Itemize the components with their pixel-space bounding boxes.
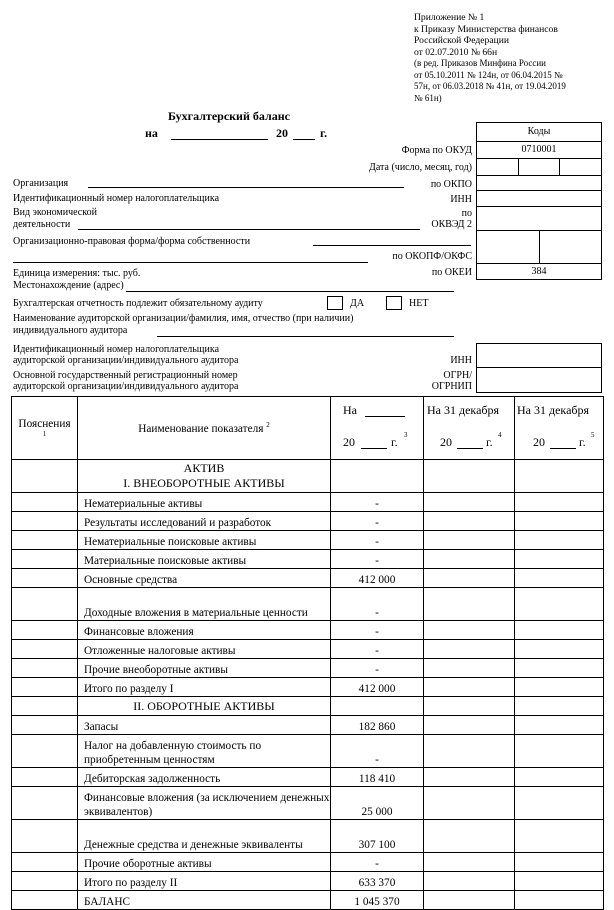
- prev1-cell[interactable]: [424, 512, 515, 531]
- organization-label: Организация: [13, 178, 69, 189]
- notes-cell[interactable]: [12, 872, 78, 891]
- row-name: Материальные поисковые активы: [78, 550, 331, 569]
- okved-label-2: ОКВЭД 2: [431, 219, 472, 230]
- prev2-cell[interactable]: [515, 697, 604, 716]
- date-month-field[interactable]: [518, 158, 560, 176]
- header-current-year: 20: [343, 435, 355, 449]
- year-prefix: 20: [276, 126, 288, 140]
- prev2-cell[interactable]: [515, 768, 604, 787]
- header-name: [78, 397, 331, 460]
- header-name-sup: 2: [266, 421, 270, 430]
- header-notes: [12, 397, 78, 460]
- audit-question-label: Бухгалтерская отчетность подлежит обязательному аудиту: [13, 298, 263, 309]
- prev2-cell[interactable]: [515, 891, 604, 910]
- auditor-inn-label-2: аудиторской организации/индивидуального аудитора: [13, 355, 239, 366]
- prev1-cell[interactable]: [424, 768, 515, 787]
- okei-value: 384: [476, 263, 602, 280]
- row-value[interactable]: 118 410: [331, 768, 424, 787]
- auditor-name-label-2: индивидуального аудитора: [13, 325, 128, 336]
- auditor-inn-label-1: Идентификационный номер налогоплательщика: [13, 344, 220, 355]
- row-name: Финансовые вложения: [78, 621, 331, 640]
- okved-label-1: по: [461, 208, 472, 219]
- codes-heading: Коды: [476, 122, 602, 142]
- row-value[interactable]: -: [331, 735, 424, 768]
- row-name: Результаты исследований и разработок: [78, 512, 331, 531]
- balance-table: [11, 396, 604, 910]
- row-name: Налог на добавленную стоимость по приобретенным ценностям: [78, 735, 331, 768]
- section2-header-row: [12, 697, 604, 716]
- audit-yes-checkbox[interactable]: [327, 296, 343, 310]
- row-value[interactable]: 307 100: [331, 820, 424, 853]
- row-name: Отложенные налоговые активы: [78, 640, 331, 659]
- row-value[interactable]: 25 000: [331, 787, 424, 820]
- prev2-cell[interactable]: [515, 820, 604, 853]
- appendix-line: от 05.10.2011 № 124н, от 06.04.2015 №: [414, 69, 563, 80]
- document-title: Бухгалтерский баланс: [168, 109, 290, 123]
- notes-cell[interactable]: [12, 787, 78, 820]
- activity-label-2: деятельности: [13, 219, 71, 230]
- legal-form-line-1[interactable]: [313, 245, 471, 246]
- prev1-cell[interactable]: [424, 891, 515, 910]
- section1-header-row: [12, 460, 604, 493]
- aktiv-heading: АКТИВ: [183, 461, 225, 475]
- year-blank[interactable]: [293, 139, 315, 140]
- header-prev1-year: 20: [440, 435, 452, 449]
- table-row: [12, 820, 604, 853]
- notes-cell[interactable]: [12, 853, 78, 872]
- prev1-cell[interactable]: [424, 659, 515, 678]
- header-prev2-year-blank[interactable]: [550, 448, 576, 449]
- notes-cell[interactable]: [12, 460, 78, 493]
- year-suffix: г.: [320, 126, 328, 140]
- row-value[interactable]: -: [331, 512, 424, 531]
- okopf-label: по ОКОПФ/ОКФС: [392, 251, 472, 262]
- value-cell[interactable]: [331, 697, 424, 716]
- table-row: [12, 872, 604, 891]
- header-current-date-blank[interactable]: [365, 416, 405, 417]
- auditor-name-label-1: Наименование аудиторской организации/фамилия, имя, отчество (при наличии): [13, 313, 354, 324]
- table-row: [12, 659, 604, 678]
- table-row: [12, 735, 604, 768]
- prev1-cell[interactable]: [424, 550, 515, 569]
- section1-rows: [12, 493, 604, 697]
- audit-yes-label: ДА: [350, 298, 365, 309]
- appendix-line: Приложение № 1: [414, 12, 485, 23]
- date-code-label: Дата (число, месяц, год): [369, 162, 472, 173]
- prev1-cell[interactable]: [424, 678, 515, 697]
- prev2-cell[interactable]: [515, 493, 604, 512]
- prev1-cell[interactable]: [424, 697, 515, 716]
- okud-label: Форма по ОКУД: [401, 145, 472, 156]
- prev1-cell[interactable]: [424, 853, 515, 872]
- notes-cell[interactable]: [12, 512, 78, 531]
- legal-form-label: Организационно-правовая форма/форма собственности: [13, 236, 251, 247]
- prev2-cell[interactable]: [515, 787, 604, 820]
- auditor-ogrn-label-2: аудиторской организации/индивидуального аудитора: [13, 381, 239, 392]
- prev1-cell[interactable]: [424, 716, 515, 735]
- prev2-cell[interactable]: [515, 550, 604, 569]
- prev2-cell[interactable]: [515, 678, 604, 697]
- table-row: [12, 621, 604, 640]
- notes-cell[interactable]: [12, 768, 78, 787]
- ogrn-code-2: ОГРНИП: [431, 381, 472, 392]
- header-current-year-blank[interactable]: [361, 448, 387, 449]
- table-row: [12, 550, 604, 569]
- date-blank[interactable]: [171, 139, 268, 140]
- row-name: Итого по разделу I: [78, 678, 331, 697]
- prev2-cell[interactable]: [515, 735, 604, 768]
- okopf-field[interactable]: [476, 230, 540, 264]
- prev1-cell[interactable]: [424, 621, 515, 640]
- header-prev1: [424, 397, 515, 460]
- auditor-inn-code: ИНН: [450, 355, 472, 366]
- notes-cell[interactable]: [12, 531, 78, 550]
- appendix-line: от 02.07.2010 № 66н: [414, 46, 498, 58]
- table-row: [12, 891, 604, 910]
- header-current: [331, 397, 424, 460]
- header-current-on: На: [343, 403, 357, 417]
- row-name: Нематериальные поисковые активы: [78, 531, 331, 550]
- notes-cell[interactable]: [12, 659, 78, 678]
- row-value[interactable]: -: [331, 659, 424, 678]
- inn-field[interactable]: [476, 190, 602, 207]
- okpo-field[interactable]: [476, 175, 602, 191]
- notes-cell[interactable]: [12, 891, 78, 910]
- notes-cell[interactable]: [12, 550, 78, 569]
- header-prev2-sup: 5: [591, 431, 595, 439]
- notes-cell[interactable]: [12, 640, 78, 659]
- row-value[interactable]: 633 370: [331, 872, 424, 891]
- appendix-line: (в ред. Приказов Минфина России: [414, 58, 546, 68]
- section1-heading: I. ВНЕОБОРОТНЫЕ АКТИВЫ: [123, 476, 285, 490]
- inn-label: Идентификационный номер налогоплательщика: [13, 193, 220, 204]
- row-value[interactable]: 412 000: [331, 569, 424, 588]
- prev2-cell[interactable]: [515, 853, 604, 872]
- auditor-inn-field[interactable]: [476, 343, 602, 368]
- audit-no-checkbox[interactable]: [386, 296, 402, 310]
- table-header-row: [12, 397, 604, 460]
- row-name: Запасы: [78, 716, 331, 735]
- row-name: Денежные средства и денежные эквиваленты: [78, 820, 331, 853]
- header-current-sup: 3: [404, 431, 408, 439]
- prev1-cell[interactable]: [424, 787, 515, 820]
- row-name: Прочие внеоборотные активы: [78, 659, 331, 678]
- prev2-cell[interactable]: [515, 460, 604, 493]
- prev1-cell[interactable]: [424, 493, 515, 512]
- header-prev1-year-blank[interactable]: [457, 448, 483, 449]
- table-row: [12, 512, 604, 531]
- row-name: БАЛАНС: [78, 891, 331, 910]
- header-prev2: [515, 397, 604, 460]
- okpo-label: по ОКПО: [430, 179, 472, 190]
- row-value[interactable]: -: [331, 640, 424, 659]
- table-row: [12, 531, 604, 550]
- header-prev1-sup: 4: [498, 431, 502, 439]
- row-value[interactable]: -: [331, 621, 424, 640]
- activity-line[interactable]: [78, 229, 420, 230]
- notes-cell[interactable]: [12, 697, 78, 716]
- prev2-cell[interactable]: [515, 531, 604, 550]
- okfs-field[interactable]: [539, 230, 602, 264]
- table-row: [12, 678, 604, 697]
- date-year-field[interactable]: [559, 158, 602, 176]
- auditor-ogrn-label-1: Основной государственный регистрационный номер: [13, 370, 238, 381]
- prev1-cell[interactable]: [424, 588, 515, 621]
- table-row: [12, 768, 604, 787]
- notes-cell[interactable]: [12, 735, 78, 768]
- header-notes-sup: 1: [42, 430, 47, 438]
- row-value[interactable]: -: [331, 550, 424, 569]
- row-name: Нематериальные активы: [78, 493, 331, 512]
- prev2-cell[interactable]: [515, 621, 604, 640]
- header-name-text: Наименование показателя: [138, 422, 264, 435]
- row-name: Основные средства: [78, 569, 331, 588]
- legal-form-line-2[interactable]: [13, 262, 368, 263]
- notes-cell[interactable]: [12, 588, 78, 621]
- ogrn-code-1: ОГРН/: [443, 370, 472, 381]
- header-prev2-g: г.: [579, 435, 586, 449]
- prev2-cell[interactable]: [515, 588, 604, 621]
- row-value[interactable]: -: [331, 493, 424, 512]
- appendix-line: Российской Федерации: [414, 35, 509, 46]
- prev2-cell[interactable]: [515, 569, 604, 588]
- prev2-cell[interactable]: [515, 640, 604, 659]
- table-row: [12, 640, 604, 659]
- audit-no-label: НЕТ: [409, 298, 429, 309]
- table-row: [12, 493, 604, 512]
- auditor-name-line[interactable]: [157, 336, 454, 337]
- prev1-cell[interactable]: [424, 460, 515, 493]
- date-line: [145, 126, 158, 141]
- activity-label-1: Вид экономической: [13, 207, 97, 218]
- header-prev1-head: На 31 декабря: [427, 403, 500, 417]
- auditor-ogrn-field[interactable]: [476, 367, 602, 393]
- row-value[interactable]: -: [331, 853, 424, 872]
- table-row: [12, 853, 604, 872]
- prev1-cell[interactable]: [424, 820, 515, 853]
- appendix-note: [414, 12, 609, 104]
- on-label: на: [145, 126, 158, 140]
- prev2-cell[interactable]: [515, 716, 604, 735]
- header-notes-text: Пояснения: [18, 418, 71, 430]
- row-name: Доходные вложения в материальные ценности: [78, 588, 331, 621]
- date-day-field[interactable]: [476, 158, 519, 176]
- row-value[interactable]: 182 860: [331, 716, 424, 735]
- prev1-cell[interactable]: [424, 640, 515, 659]
- header-prev2-year: 20: [533, 435, 545, 449]
- section1-header: [78, 460, 331, 493]
- notes-cell[interactable]: [12, 678, 78, 697]
- prev1-cell[interactable]: [424, 872, 515, 891]
- notes-cell[interactable]: [12, 820, 78, 853]
- table-row: [12, 787, 604, 820]
- prev2-cell[interactable]: [515, 872, 604, 891]
- row-value[interactable]: 1 045 370: [331, 891, 424, 910]
- prev1-cell[interactable]: [424, 531, 515, 550]
- notes-cell[interactable]: [12, 569, 78, 588]
- header-prev2-head: На 31 декабря: [517, 403, 590, 417]
- table-row: [12, 588, 604, 621]
- inn-code-label: ИНН: [450, 194, 472, 205]
- appendix-line: 57н, от 06.03.2018 № 41н, от 19.04.2019: [414, 81, 566, 91]
- row-name: Финансовые вложения (за исключением денежных эквивалентов): [78, 787, 331, 820]
- table-row: [12, 716, 604, 735]
- notes-cell[interactable]: [12, 493, 78, 512]
- section2-rows: [12, 716, 604, 910]
- okved-field[interactable]: [476, 206, 602, 231]
- okud-value: 0710001: [476, 141, 602, 159]
- appendix-line: к Приказу Министерства финансов: [414, 23, 558, 35]
- header-current-g: г.: [391, 435, 398, 449]
- row-name: Итого по разделу II: [78, 872, 331, 891]
- notes-cell[interactable]: [12, 716, 78, 735]
- notes-cell[interactable]: [12, 621, 78, 640]
- prev1-cell[interactable]: [424, 735, 515, 768]
- section2-heading: II. ОБОРОТНЫЕ АКТИВЫ: [78, 697, 331, 716]
- row-value[interactable]: 412 000: [331, 678, 424, 697]
- prev2-cell[interactable]: [515, 512, 604, 531]
- row-value[interactable]: -: [331, 531, 424, 550]
- location-line[interactable]: [126, 291, 454, 292]
- okei-label: по ОКЕИ: [431, 267, 472, 278]
- location-label: Местонахождение (адрес): [13, 280, 124, 291]
- row-name: Прочие оборотные активы: [78, 853, 331, 872]
- row-name: Дебиторская задолженность: [78, 768, 331, 787]
- table-row: [12, 569, 604, 588]
- prev1-cell[interactable]: [424, 569, 515, 588]
- prev2-cell[interactable]: [515, 659, 604, 678]
- organization-line[interactable]: [88, 187, 404, 188]
- appendix-line: № 61н): [414, 92, 442, 103]
- header-prev1-g: г.: [486, 435, 493, 449]
- unit-label: Единица измерения: тыс. руб.: [13, 268, 141, 279]
- value-cell[interactable]: [331, 460, 424, 493]
- row-value[interactable]: -: [331, 588, 424, 621]
